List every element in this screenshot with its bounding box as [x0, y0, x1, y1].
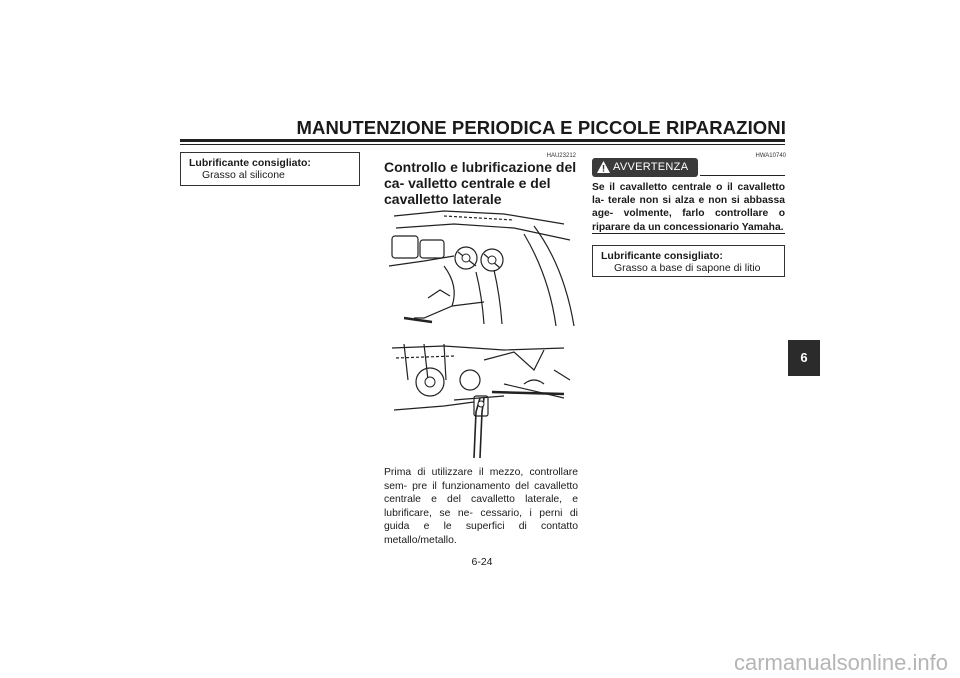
warning-badge	[592, 158, 698, 177]
lubricant-box-value: Grasso a base di sapone di litio	[614, 262, 761, 274]
lubricant-box-silicone	[180, 152, 360, 186]
page-title: MANUTENZIONE PERIODICA E PICCOLE RIPARAZIONI	[296, 117, 786, 138]
lubricant-box-value: Grasso al silicone	[202, 169, 285, 181]
section-code: HAU23212	[546, 153, 576, 159]
chapter-tab: 6	[788, 340, 820, 376]
side-stand-illustration	[384, 340, 576, 458]
warning-code: HWA10740	[755, 153, 786, 159]
body-text: Prima di utilizzare il mezzo, controllare sem- pre il funzionamento del cavalletto centrale e del cavalletto laterale, e lubrificare, se ne- cessario, i perni di guida e le superfici di contatto metallo/metallo.	[384, 467, 578, 546]
header-rule-thin	[180, 144, 785, 145]
center-stand-illustration	[384, 206, 576, 330]
lubricant-box-heading: Lubrificante consigliato:	[189, 157, 311, 169]
watermark: carmanualsonline.info	[733, 650, 948, 675]
header-rule-thick	[180, 139, 785, 142]
lubricant-box-lithium	[592, 245, 785, 277]
page-number: 6-24	[471, 556, 493, 568]
warning-label: AVVERTENZA	[613, 161, 689, 173]
warning-text: Se il cavalletto centrale o il cavalletto la- terale non si alza e non si abbassa age- volmente, farlo controllare o riparare da un concessionario Yamaha.	[592, 182, 785, 233]
warning-bottom-rule	[592, 233, 785, 234]
warning-triangle-icon	[596, 160, 611, 174]
lubricant-box-heading: Lubrificante consigliato:	[601, 250, 723, 262]
warning-header-line	[700, 175, 785, 176]
warning-header	[592, 158, 785, 178]
section-heading: Controllo e lubrificazione del ca- valletto centrale e del cavalletto laterale	[384, 159, 577, 207]
